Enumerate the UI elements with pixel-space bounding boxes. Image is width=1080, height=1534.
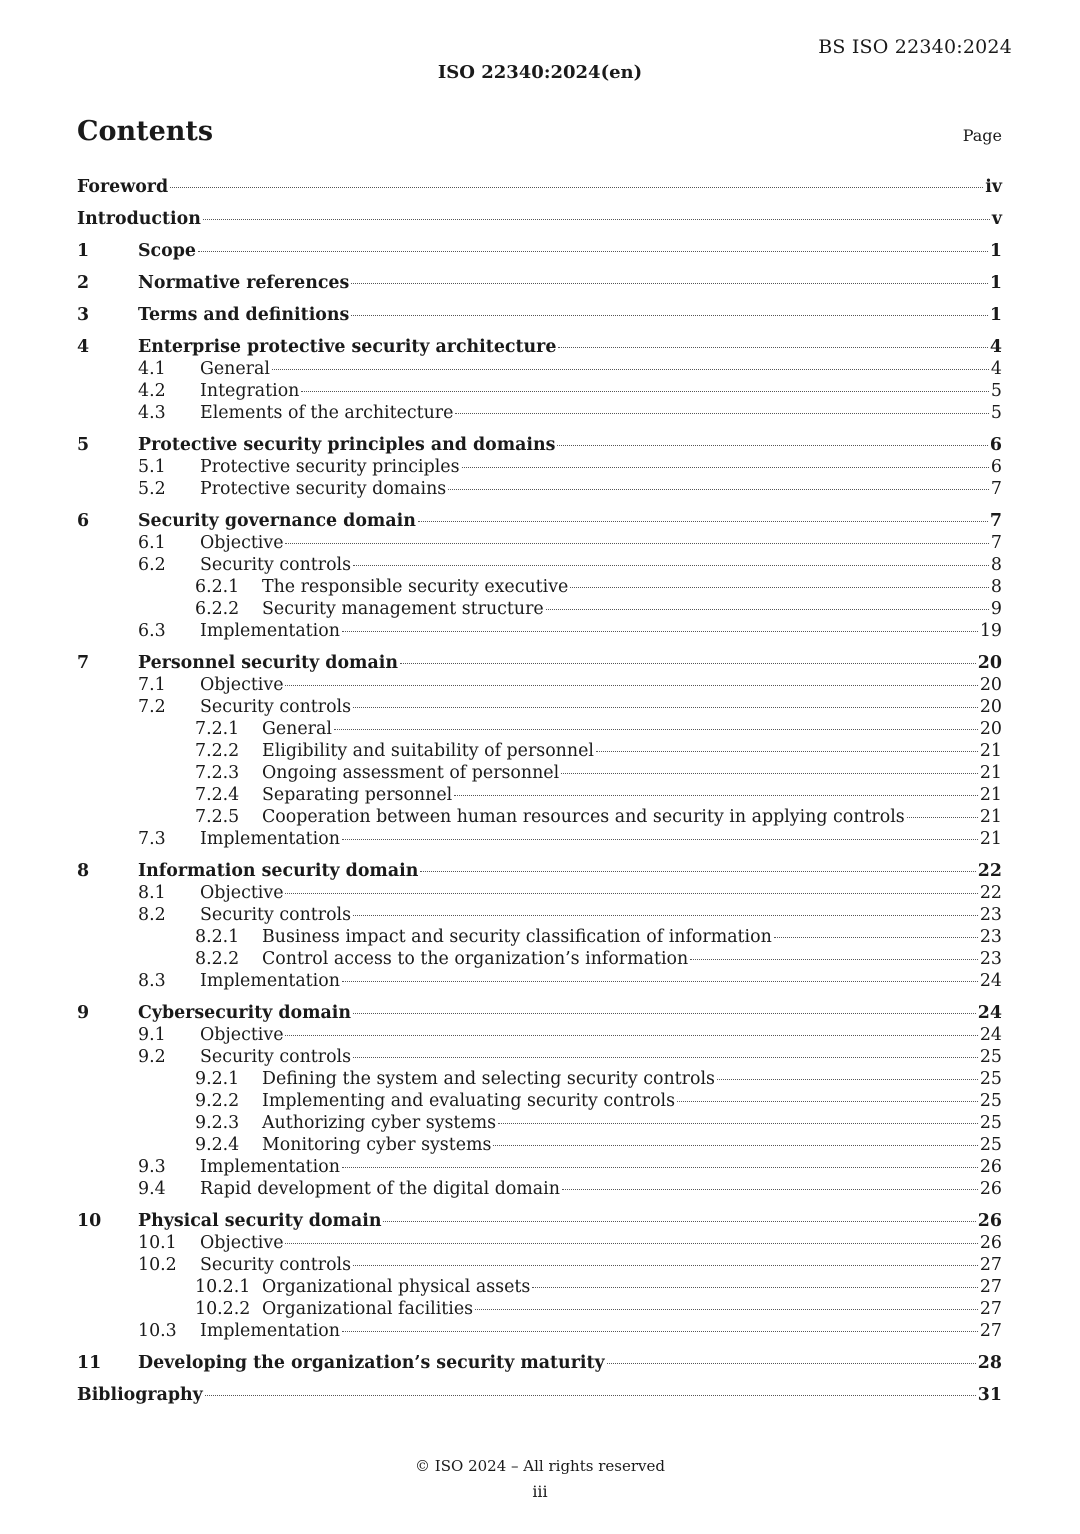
toc-entry-title: Physical security domain <box>138 1211 382 1231</box>
dot-leader <box>532 1286 978 1288</box>
toc-entry-page: 25 <box>979 1047 1002 1067</box>
dot-leader <box>285 1242 977 1244</box>
toc-entry-title: Security controls <box>200 555 352 575</box>
toc-entry[interactable] <box>77 806 1002 828</box>
toc-entry-page: 19 <box>979 621 1002 641</box>
toc-entry[interactable] <box>77 434 1002 456</box>
toc-entry-number: 8 <box>77 861 90 881</box>
toc-entry[interactable] <box>77 1232 1002 1254</box>
dot-leader <box>383 1220 975 1222</box>
toc-entry-page: 22 <box>979 883 1002 903</box>
toc-entry-page: 21 <box>979 807 1002 827</box>
toc-entry-title: Elements of the architecture <box>200 403 454 423</box>
toc-entry-number: 7 <box>77 653 90 673</box>
toc-entry-number: 10.2 <box>138 1255 177 1275</box>
dot-leader <box>546 608 989 610</box>
dot-leader <box>420 870 975 872</box>
toc-entry-page: 6 <box>989 435 1002 455</box>
toc-entry-page: 23 <box>979 927 1002 947</box>
dot-leader <box>455 412 989 414</box>
toc-entry-title: Security governance domain <box>138 511 416 531</box>
toc-entry-number: 5.2 <box>138 479 166 499</box>
toc-entry-title: Implementation <box>200 829 340 849</box>
toc-entry-title: General <box>262 719 332 739</box>
dot-leader <box>353 564 989 566</box>
toc-entry-number: 7.2 <box>138 697 166 717</box>
toc-entry-title: Ongoing assessment of personnel <box>262 763 560 783</box>
toc-entry-title: Security controls <box>200 697 352 717</box>
dot-leader <box>351 314 988 316</box>
dot-leader <box>493 1144 977 1146</box>
toc-entry[interactable] <box>77 1254 1002 1276</box>
toc-entry-title: Objective <box>200 675 284 695</box>
toc-entry-number: 8.2 <box>138 905 166 925</box>
toc-entry-page: 26 <box>977 1211 1002 1231</box>
toc-entry-page: 4 <box>990 359 1002 379</box>
dot-leader <box>351 282 988 284</box>
toc-section <box>77 336 1002 424</box>
toc-entry-page: 5 <box>990 381 1002 401</box>
toc-entry-page: 22 <box>977 861 1002 881</box>
toc-entry[interactable] <box>77 576 1002 598</box>
toc-entry-page: 26 <box>979 1157 1002 1177</box>
standard-id: BS ISO 22340:2024 <box>818 36 1012 58</box>
page-column-label: Page <box>962 126 1002 145</box>
toc-section <box>77 434 1002 500</box>
toc-entry[interactable] <box>77 1276 1002 1298</box>
toc-entry-page: 31 <box>977 1385 1002 1405</box>
toc-entry-title: Implementing and evaluating security controls <box>262 1091 676 1111</box>
toc-entry-number: 9.2.1 <box>195 1069 240 1089</box>
toc-entry-number: 9.2 <box>138 1047 166 1067</box>
toc-entry-page: 21 <box>979 785 1002 805</box>
toc-entry-title: Objective <box>200 1233 284 1253</box>
toc-entry[interactable] <box>77 904 1002 926</box>
toc-entry-number: 6 <box>77 511 90 531</box>
dot-leader <box>285 1034 977 1036</box>
toc-entry-number: 10 <box>77 1211 102 1231</box>
toc-entry-title: Objective <box>200 1025 284 1045</box>
toc-entry[interactable] <box>77 402 1002 424</box>
toc-entry[interactable] <box>77 970 1002 992</box>
toc-entry-title: Separating personnel <box>262 785 453 805</box>
toc-entry-number: 9.2.3 <box>195 1113 240 1133</box>
toc-section <box>77 1002 1002 1200</box>
toc-entry-title: Normative references <box>138 273 350 293</box>
dot-leader <box>353 706 978 708</box>
toc-entry-title: Protective security domains <box>200 479 447 499</box>
toc-entry-title: Authorizing cyber systems <box>262 1113 497 1133</box>
dot-leader <box>907 816 978 818</box>
toc-entry[interactable] <box>77 1024 1002 1046</box>
toc-entry-number: 7.2.3 <box>195 763 240 783</box>
dot-leader <box>596 750 978 752</box>
toc-entry-number: 3 <box>77 305 90 325</box>
dot-leader <box>400 662 976 664</box>
toc-entry-page: 20 <box>979 675 1002 695</box>
toc-section <box>77 1210 1002 1342</box>
toc-entry-title: Implementation <box>200 1157 340 1177</box>
toc-entry-page: 21 <box>979 763 1002 783</box>
toc-entry-title: Defining the system and selecting security controls <box>262 1069 715 1089</box>
toc-entry[interactable] <box>77 1210 1002 1232</box>
toc-entry-title: Objective <box>200 883 284 903</box>
toc-entry-number: 8.3 <box>138 971 166 991</box>
dot-leader <box>454 794 978 796</box>
toc-entry-title: Rapid development of the digital domain <box>200 1179 560 1199</box>
toc-entry-title: Implementation <box>200 1321 340 1341</box>
toc-entry-number: 9.3 <box>138 1157 166 1177</box>
toc-entry[interactable] <box>77 828 1002 850</box>
toc-entry[interactable] <box>77 240 1002 262</box>
toc-entry-title: Implementation <box>200 971 340 991</box>
toc-entry-page: 8 <box>990 577 1002 597</box>
toc-entry-number: 6.2 <box>138 555 166 575</box>
toc-entry-page: 1 <box>989 305 1002 325</box>
toc-entry-title: Information security domain <box>138 861 419 881</box>
toc-entry-title: Eligibility and suitability of personnel <box>262 741 594 761</box>
dot-leader <box>448 488 989 490</box>
dot-leader <box>475 1308 978 1310</box>
dot-leader <box>285 542 988 544</box>
toc-entry-title: Security controls <box>200 1255 352 1275</box>
toc-entry[interactable] <box>77 1046 1002 1068</box>
toc-entry[interactable] <box>77 926 1002 948</box>
toc-entry[interactable] <box>77 336 1002 358</box>
toc-entry-title: Organizational physical assets <box>262 1277 531 1297</box>
toc-entry-page: 27 <box>979 1321 1002 1341</box>
toc-entry-number: 10.2.2 <box>195 1299 251 1319</box>
toc-section <box>77 304 1002 326</box>
toc-entry-number: 6.3 <box>138 621 166 641</box>
document-code: ISO 22340:2024(en) <box>437 62 643 83</box>
toc-entry-page: 7 <box>990 479 1002 499</box>
toc-entry-page: 25 <box>979 1135 1002 1155</box>
toc-entry-page: 23 <box>979 905 1002 925</box>
toc-entry-number: 6.2.1 <box>195 577 240 597</box>
toc-section <box>77 860 1002 992</box>
toc-section <box>77 176 1002 198</box>
toc-entry-page: 7 <box>990 533 1002 553</box>
toc-entry-number: 9.2.4 <box>195 1135 240 1155</box>
toc-entry[interactable] <box>77 948 1002 970</box>
toc-entry[interactable] <box>77 272 1002 294</box>
toc-entry[interactable] <box>77 652 1002 674</box>
copyright-notice: © ISO 2024 – All rights reserved <box>415 1457 665 1475</box>
toc-entry[interactable] <box>77 176 1002 198</box>
toc-entry-number: 8.2.1 <box>195 927 240 947</box>
toc-entry[interactable] <box>77 1298 1002 1320</box>
toc-entry-title: Security management structure <box>262 599 544 619</box>
toc-entry-number: 5.1 <box>138 457 166 477</box>
toc-section <box>77 510 1002 642</box>
toc-entry[interactable] <box>77 1002 1002 1024</box>
dot-leader <box>301 390 989 392</box>
toc-entry-page: 1 <box>989 241 1002 261</box>
toc-entry[interactable] <box>77 1068 1002 1090</box>
toc-entry[interactable] <box>77 740 1002 762</box>
toc-entry-page: 23 <box>979 949 1002 969</box>
toc-entry[interactable] <box>77 554 1002 576</box>
toc-entry-page: 20 <box>977 653 1002 673</box>
toc-entry-number: 9.4 <box>138 1179 166 1199</box>
dot-leader <box>353 914 978 916</box>
toc-entry[interactable] <box>77 696 1002 718</box>
toc-entry[interactable] <box>77 478 1002 500</box>
toc-entry-title: Cybersecurity domain <box>138 1003 352 1023</box>
dot-leader <box>353 1012 976 1014</box>
toc-entry-title: Security controls <box>200 1047 352 1067</box>
toc-entry-number: 7.3 <box>138 829 166 849</box>
toc-entry-page: 5 <box>990 403 1002 423</box>
dot-leader <box>353 1264 978 1266</box>
dot-leader <box>498 1122 978 1124</box>
dot-leader <box>342 1330 978 1332</box>
toc-entry-title: Foreword <box>77 177 169 197</box>
toc-entry-number: 9.2.2 <box>195 1091 240 1111</box>
dot-leader <box>558 346 988 348</box>
toc-entry-number: 9.1 <box>138 1025 166 1045</box>
dot-leader <box>690 958 978 960</box>
toc-entry[interactable] <box>77 1320 1002 1342</box>
toc-entry-title: Objective <box>200 533 284 553</box>
dot-leader <box>607 1362 976 1364</box>
toc-entry[interactable] <box>77 1384 1002 1406</box>
toc-section <box>77 1384 1002 1406</box>
dot-leader <box>677 1100 978 1102</box>
toc-entry[interactable] <box>77 860 1002 882</box>
toc-entry-page: 7 <box>989 511 1002 531</box>
toc-entry-page: iv <box>985 177 1002 197</box>
toc-entry[interactable] <box>77 1134 1002 1156</box>
toc-entry-page: 26 <box>979 1233 1002 1253</box>
toc-entry-number: 5 <box>77 435 90 455</box>
toc-entry[interactable] <box>77 1352 1002 1374</box>
dot-leader <box>418 520 988 522</box>
toc-entry-page: 27 <box>979 1299 1002 1319</box>
toc-entry-title: Protective security principles <box>200 457 460 477</box>
toc-entry-number: 7.2.4 <box>195 785 240 805</box>
dot-leader <box>205 1394 976 1396</box>
dot-leader <box>562 1188 978 1190</box>
toc-entry-number: 11 <box>77 1353 102 1373</box>
toc-entry-number: 6.1 <box>138 533 166 553</box>
toc-section <box>77 208 1002 230</box>
page-title: Contents <box>77 116 214 147</box>
toc-entry-page: 25 <box>979 1069 1002 1089</box>
dot-leader <box>198 250 988 252</box>
toc-entry-page: 6 <box>990 457 1002 477</box>
toc-entry-page: 1 <box>989 273 1002 293</box>
toc-entry-title: Monitoring cyber systems <box>262 1135 492 1155</box>
toc-entry-page: 26 <box>979 1179 1002 1199</box>
dot-leader <box>462 466 989 468</box>
toc-entry[interactable] <box>77 1112 1002 1134</box>
toc-entry[interactable] <box>77 380 1002 402</box>
toc-entry-title: Integration <box>200 381 300 401</box>
toc-entry-number: 7.1 <box>138 675 166 695</box>
page-number: iii <box>532 1482 548 1501</box>
toc-entry-title: General <box>200 359 270 379</box>
toc-entry-title: Terms and definitions <box>138 305 350 325</box>
toc-entry-title: Control access to the organization’s information <box>262 949 689 969</box>
toc-entry-number: 2 <box>77 273 90 293</box>
toc-entry[interactable] <box>77 882 1002 904</box>
toc-entry-number: 4.1 <box>138 359 166 379</box>
toc-entry-number: 6.2.2 <box>195 599 240 619</box>
toc-entry[interactable] <box>77 510 1002 532</box>
dot-leader <box>272 368 989 370</box>
toc-entry-page: 9 <box>990 599 1002 619</box>
toc-entry-title: Developing the organization’s security maturity <box>138 1353 605 1373</box>
toc-entry[interactable] <box>77 1090 1002 1112</box>
toc-entry-title: Introduction <box>77 209 201 229</box>
dot-leader <box>717 1078 978 1080</box>
toc-entry-number: 8.1 <box>138 883 166 903</box>
toc-entry-title: Security controls <box>200 905 352 925</box>
toc-entry-number: 9 <box>77 1003 90 1023</box>
toc-entry[interactable] <box>77 598 1002 620</box>
toc-entry-number: 7.2.2 <box>195 741 240 761</box>
toc-entry-title: Protective security principles and domains <box>138 435 556 455</box>
toc-entry-number: 10.3 <box>138 1321 177 1341</box>
dot-leader <box>342 1166 978 1168</box>
dot-leader <box>353 1056 978 1058</box>
toc-entry[interactable] <box>77 304 1002 326</box>
toc-entry-number: 10.1 <box>138 1233 177 1253</box>
toc-entry-page: 20 <box>979 719 1002 739</box>
toc-entry-page: 20 <box>979 697 1002 717</box>
toc-section <box>77 1352 1002 1374</box>
toc-entry[interactable] <box>77 674 1002 696</box>
table-of-contents <box>77 176 1002 1416</box>
toc-entry-page: 21 <box>979 829 1002 849</box>
toc-section <box>77 240 1002 262</box>
dot-leader <box>561 772 978 774</box>
toc-entry-page: 8 <box>990 555 1002 575</box>
toc-entry[interactable] <box>77 718 1002 740</box>
toc-entry-title: Personnel security domain <box>138 653 398 673</box>
toc-entry-page: 25 <box>979 1113 1002 1133</box>
toc-entry-page: 25 <box>979 1091 1002 1111</box>
dot-leader <box>285 892 977 894</box>
toc-entry-page: 24 <box>977 1003 1002 1023</box>
toc-section <box>77 652 1002 850</box>
toc-entry-number: 4 <box>77 337 90 357</box>
dot-leader <box>334 728 978 730</box>
dot-leader <box>285 684 977 686</box>
toc-entry-title: Business impact and security classification of information <box>262 927 772 947</box>
toc-entry-title: Organizational facilities <box>262 1299 474 1319</box>
toc-entry-number: 7.2.1 <box>195 719 240 739</box>
toc-entry-page: 27 <box>979 1277 1002 1297</box>
toc-entry-number: 1 <box>77 241 90 261</box>
toc-entry-page: 4 <box>989 337 1002 357</box>
toc-entry-number: 8.2.2 <box>195 949 240 969</box>
toc-entry-title: Scope <box>138 241 196 261</box>
toc-entry-number: 4.2 <box>138 381 166 401</box>
toc-entry[interactable] <box>77 358 1002 380</box>
toc-entry[interactable] <box>77 1156 1002 1178</box>
toc-entry-page: v <box>991 209 1002 229</box>
toc-entry[interactable] <box>77 1178 1002 1200</box>
dot-leader <box>342 838 978 840</box>
toc-entry[interactable] <box>77 620 1002 642</box>
toc-entry-title: Implementation <box>200 621 340 641</box>
dot-leader <box>570 586 989 588</box>
toc-entry-page: 28 <box>977 1353 1002 1373</box>
dot-leader <box>342 630 978 632</box>
toc-entry-page: 21 <box>979 741 1002 761</box>
toc-entry[interactable] <box>77 532 1002 554</box>
toc-entry[interactable] <box>77 784 1002 806</box>
dot-leader <box>774 936 978 938</box>
toc-entry-title: Bibliography <box>77 1385 203 1405</box>
toc-entry[interactable] <box>77 456 1002 478</box>
toc-entry[interactable] <box>77 208 1002 230</box>
dot-leader <box>557 444 987 446</box>
toc-entry-title: Enterprise protective security architecture <box>138 337 557 357</box>
dot-leader <box>342 980 978 982</box>
dot-leader <box>203 218 990 220</box>
toc-entry-number: 4.3 <box>138 403 166 423</box>
toc-entry-number: 7.2.5 <box>195 807 240 827</box>
toc-entry-page: 27 <box>979 1255 1002 1275</box>
toc-entry-title: Cooperation between human resources and security in applying controls <box>262 807 905 827</box>
toc-entry-page: 24 <box>979 971 1002 991</box>
toc-entry-page: 24 <box>979 1025 1002 1045</box>
toc-section <box>77 272 1002 294</box>
toc-entry-title: The responsible security executive <box>262 577 569 597</box>
toc-entry-number: 10.2.1 <box>195 1277 251 1297</box>
dot-leader <box>170 186 983 188</box>
toc-entry[interactable] <box>77 762 1002 784</box>
